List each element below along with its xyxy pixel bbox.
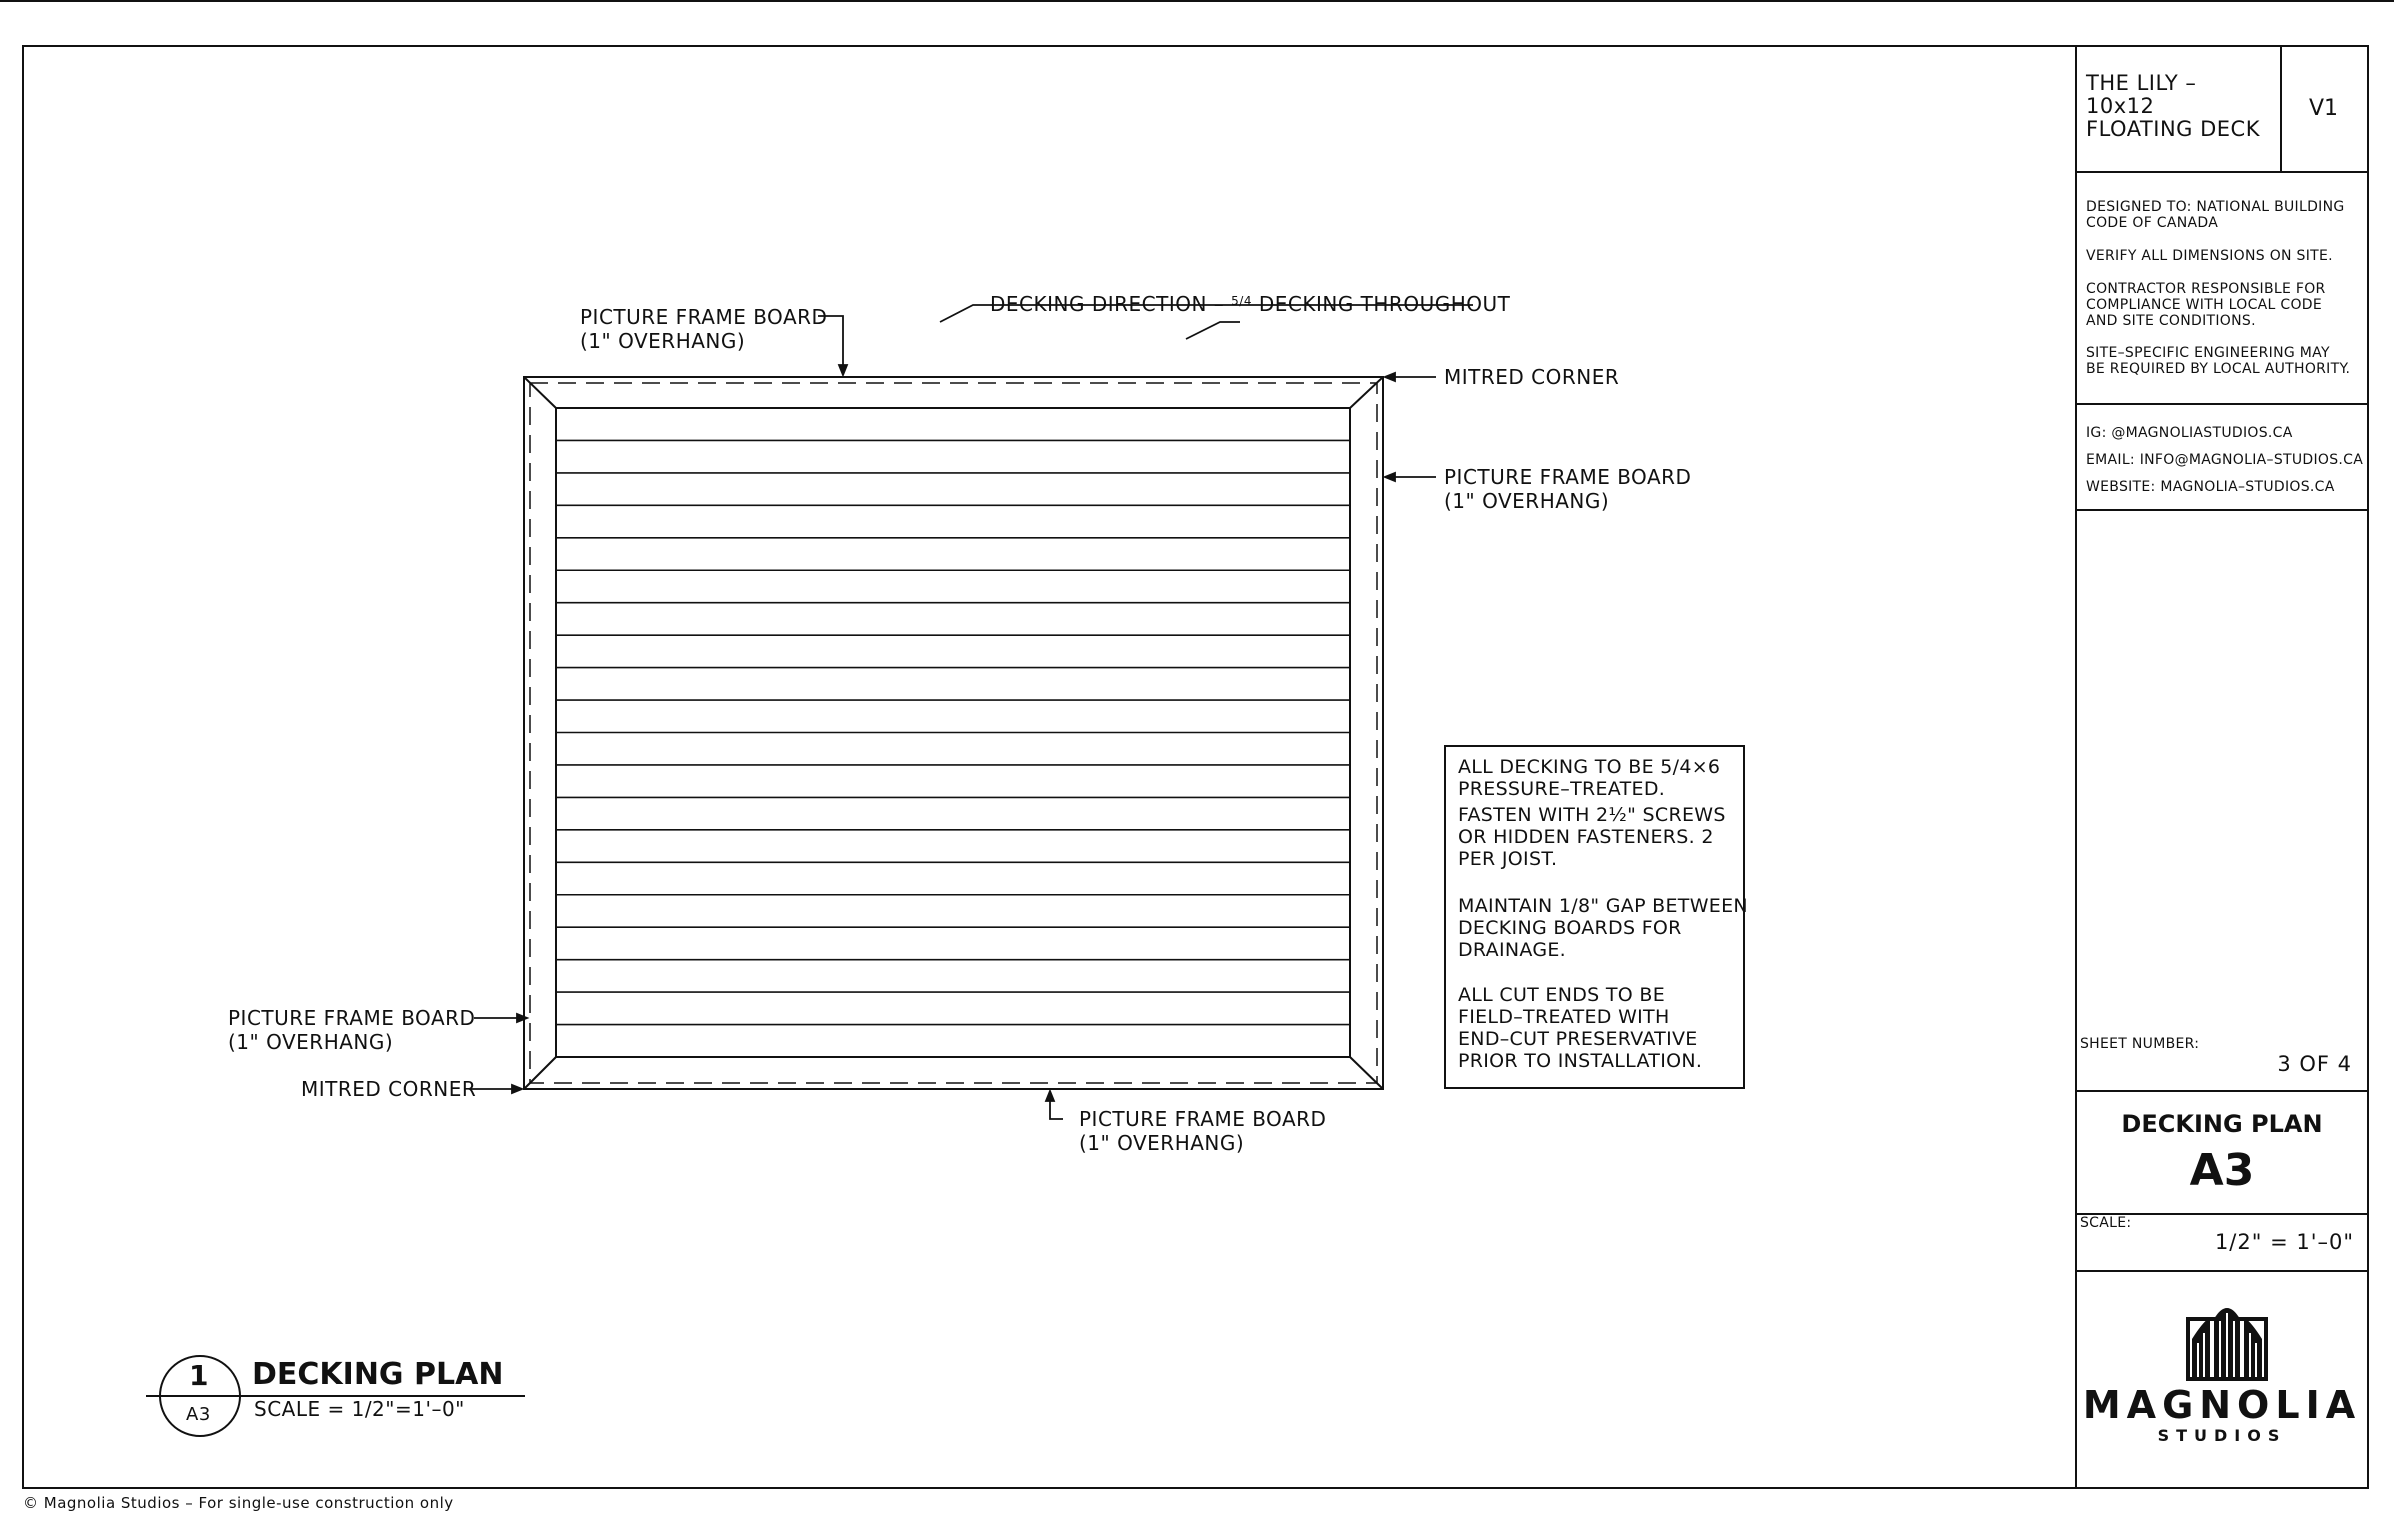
callout-decking-direction: DECKING DIRECTION – $^{5/4}$ DECKING THROUGHOUT — [990, 292, 1511, 316]
leaders — [470, 305, 1473, 1119]
project-title: THE LILY – 10x12 FLOATING DECK — [2086, 71, 2260, 141]
version: V1 — [2309, 96, 2339, 121]
note-line: PRIOR TO INSTALLATION. — [1458, 1050, 1703, 1072]
sheet-number: 3 OF 4 — [2277, 1052, 2352, 1076]
note-line: FASTEN WITH 2½" SCREWS — [1458, 804, 1726, 826]
arrow-head — [839, 365, 847, 375]
arrow-head — [512, 1085, 522, 1093]
deck-plan — [524, 377, 1383, 1089]
note-line: PRESSURE–TREATED. — [1458, 778, 1666, 800]
note-line: MAINTAIN 1/8" GAP BETWEEN — [1458, 895, 1748, 917]
mitre-line — [524, 377, 556, 408]
arrow-head — [1046, 1091, 1054, 1101]
note-line: DECKING BOARDS FOR — [1458, 917, 1682, 939]
mitre-line — [1350, 377, 1383, 408]
title-block — [2076, 46, 2368, 1488]
decking-boards — [556, 440, 1350, 1024]
general-notes: DESIGNED TO: NATIONAL BUILDING CODE OF CANADA VERIFY ALL DIMENSIONS ON SITE. CONTRACTOR RESPONSIBLE FOR COMPLIANCE WITH LOCAL CODE AND SITE CONDITIONS. SITE–SPECIFIC ENGINEERING MAY BE REQUIRED BY LOCAL AUTHORITY. — [2086, 199, 2351, 377]
fraction-five-quarters: 5/4 — [1231, 294, 1252, 308]
direction-arrow — [1186, 322, 1240, 339]
scale-label: SCALE: — [2080, 1215, 2132, 1231]
contact-instagram: IG: @MAGNOLIASTUDIOS.CA — [2086, 425, 2293, 441]
contact-website: WEBSITE: MAGNOLIA–STUDIOS.CA — [2086, 479, 2335, 495]
logo-subtitle: STUDIOS — [2157, 1426, 2287, 1445]
contact-email: EMAIL: INFO@MAGNOLIA–STUDIOS.CA — [2086, 452, 2364, 468]
view-scale: SCALE = 1/2"=1'–0" — [254, 1397, 465, 1421]
callout-top-frame: PICTURE FRAME BOARD (1" OVERHANG) — [580, 305, 828, 353]
note-line: DRAINAGE. — [1458, 939, 1567, 961]
callout-mitred-corner-bottom: MITRED CORNER — [301, 1077, 477, 1101]
contact-info — [2086, 420, 2363, 501]
callout-bottom-frame: PICTURE FRAME BOARD (1" OVERHANG) — [1079, 1107, 1327, 1155]
view-tag-number: 1 — [189, 1359, 209, 1392]
arrow-head — [1385, 473, 1395, 481]
view-title: DECKING PLAN — [252, 1357, 504, 1392]
note-line: FIELD–TREATED WITH — [1458, 1006, 1670, 1028]
view-tag-sheet: A3 — [186, 1404, 211, 1425]
callout-left-frame: PICTURE FRAME BOARD (1" OVERHANG) — [228, 1006, 476, 1054]
decking-notes-box — [1444, 745, 1748, 1089]
scale-value: 1/2" = 1'–0" — [2214, 1230, 2354, 1254]
footer-copyright: © Magnolia Studios – For single-use construction only — [23, 1494, 454, 1512]
note-line: PER JOIST. — [1458, 848, 1558, 870]
sheet-id: A3 — [2189, 1145, 2255, 1196]
callout-mitred-corner-top: MITRED CORNER — [1444, 365, 1620, 389]
note-line: END–CUT PRESERVATIVE — [1458, 1028, 1698, 1050]
sheet-border — [23, 46, 2368, 1488]
logo-wordmark: MAGNOLIA — [2082, 1383, 2362, 1427]
mitre-line — [1350, 1057, 1383, 1089]
sheet-number-label: SHEET NUMBER: — [2080, 1036, 2200, 1052]
arrow-head — [1385, 373, 1395, 381]
mitre-line — [524, 1057, 556, 1089]
arrow-head — [517, 1014, 527, 1022]
callout-right-frame: PICTURE FRAME BOARD (1" OVERHANG) — [1444, 465, 1692, 513]
version-divider — [2280, 46, 2282, 171]
note-line: OR HIDDEN FASTENERS. 2 — [1458, 826, 1714, 848]
note-line: ALL DECKING TO BE 5/4×6 — [1458, 756, 1721, 778]
note-line: ALL CUT ENDS TO BE — [1458, 984, 1666, 1006]
sheet-title: DECKING PLAN — [2121, 1110, 2323, 1138]
magnolia-logo-icon — [2182, 1299, 2272, 1383]
